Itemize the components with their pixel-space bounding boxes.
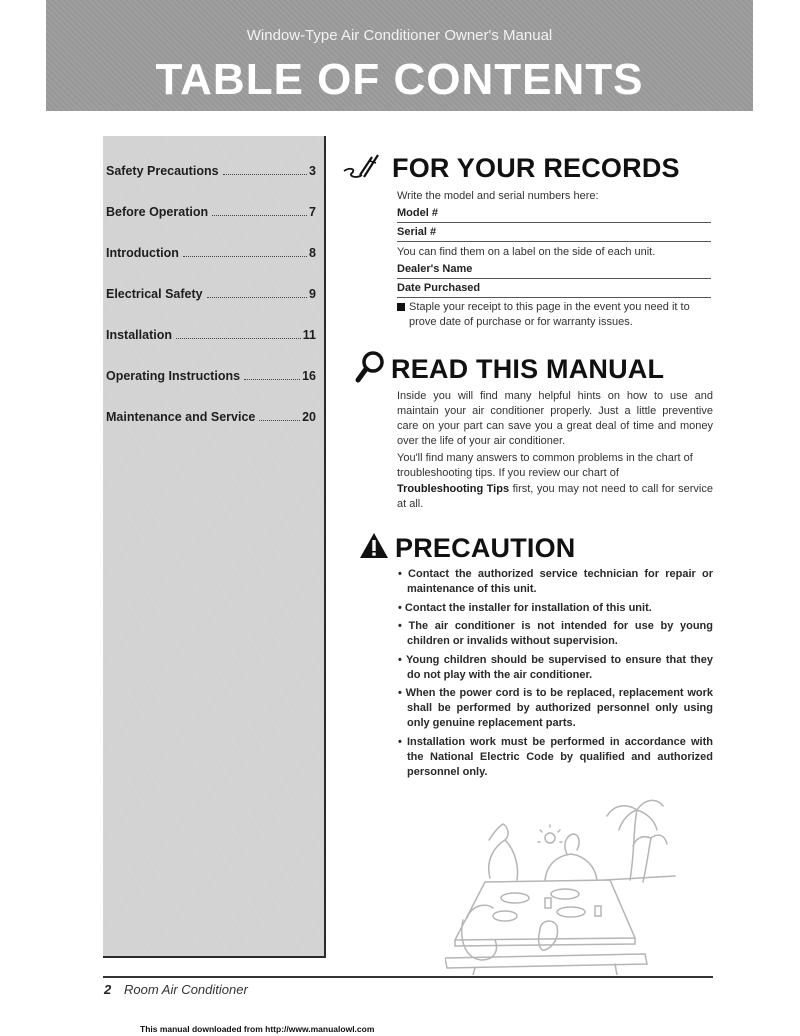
toc-label: Safety Precautions: [106, 164, 219, 178]
toc-leader-dots: [183, 256, 307, 257]
toc-item-electrical-safety[interactable]: [106, 287, 316, 301]
toc-item-introduction[interactable]: [106, 246, 316, 260]
toc-label: Operating Instructions: [106, 369, 241, 383]
records-intro: Write the model and serial numbers here:: [397, 190, 599, 202]
pen-icon: [342, 149, 386, 188]
header-banner: [46, 0, 753, 111]
date-purchased-field[interactable]: Date Purchased: [397, 280, 711, 298]
square-bullet-icon: [397, 303, 405, 311]
toc-leader-dots: [176, 338, 301, 339]
read-manual-para-2: You'll find many answers to common problems in the chart of troubleshooting tips. If you review our chart of: [397, 452, 693, 479]
records-title: FOR YOUR RECORDS: [392, 153, 680, 183]
toc-item-before-operation[interactable]: [106, 205, 316, 219]
page-title: TABLE OF CONTENTS: [155, 55, 644, 104]
toc-sidebar: [103, 136, 326, 958]
toc-leader-dots: [207, 297, 307, 298]
read-manual-para-1: Inside you will find many helpful hints on how to use and maintain your air conditioner properly. Just a little preventive care on your part can save you a great deal of time and money over the life of your air conditioner.: [397, 390, 713, 447]
serial-number-field[interactable]: Serial #: [397, 224, 711, 242]
precaution-item: • Young children should be supervised to ensure that they do not play with the air conditioner.: [398, 653, 713, 681]
toc-label: Electrical Safety: [106, 287, 203, 301]
toc-leader-dots: [212, 215, 307, 216]
label-location-note: You can find them on a label on the side of each unit.: [397, 246, 656, 258]
dealer-name-field[interactable]: Dealer's Name: [397, 261, 711, 279]
toc-item-maintenance-and-service[interactable]: [106, 410, 316, 424]
toc-label: Installation: [106, 328, 172, 342]
picnic-illustration: [445, 790, 735, 975]
staple-receipt-note: [397, 300, 713, 330]
toc-page: 8: [309, 246, 316, 260]
toc-page: 7: [309, 205, 316, 219]
toc-page: 9: [309, 287, 316, 301]
toc-leader-dots: [244, 379, 300, 380]
precaution-item: • Installation work must be performed in accordance with the National Electric Code by qualified and authorized personnel only.: [398, 735, 713, 778]
toc-page: 11: [302, 328, 316, 342]
toc-label: Maintenance and Service: [106, 410, 256, 424]
precaution-title: PRECAUTION: [395, 533, 576, 563]
toc-item-installation[interactable]: [106, 328, 316, 342]
records-heading: [342, 149, 680, 188]
footer-page-number: 2: [104, 982, 112, 997]
precaution-item: • When the power cord is to be replaced, replacement work shall be performed by authorized personnel only using only genuine replacement parts.: [398, 687, 713, 729]
download-source-note: This manual downloaded from http://www.manualowl.com: [140, 1024, 375, 1034]
model-number-field[interactable]: Model #: [397, 205, 711, 223]
toc-page: 3: [309, 164, 316, 178]
toc-leader-dots: [223, 174, 308, 175]
toc-page: 20: [302, 410, 316, 424]
footer-title: Room Air Conditioner: [124, 982, 248, 997]
toc-label: Introduction: [106, 246, 179, 260]
precaution-item: • The air conditioner is not intended for use by young children or invalids without supervision.: [398, 620, 713, 647]
toc-leader-dots: [259, 420, 300, 421]
toc-item-operating-instructions[interactable]: [106, 369, 316, 383]
toc-item-safety-precautions[interactable]: [106, 164, 316, 178]
read-manual-para-3-rest: first, you may not need to call for service at all.: [397, 483, 713, 510]
read-manual-heading: [355, 350, 664, 389]
manual-subtitle: Window-Type Air Conditioner Owner's Manual: [246, 27, 553, 44]
precaution-list: [398, 567, 713, 783]
staple-note-text: Staple your receipt to this page in the event you need it to prove date of purchase or for warranty issues.: [409, 301, 690, 328]
troubleshooting-tips-emphasis: Troubleshooting Tips: [397, 483, 510, 495]
magnifier-icon: [355, 350, 385, 389]
precaution-heading: [359, 532, 576, 565]
read-manual-title: READ THIS MANUAL: [391, 354, 665, 384]
precaution-item: • Contact the authorized service technician for repair or maintenance of this unit.: [398, 568, 713, 595]
toc-page: 16: [302, 369, 316, 383]
footer-divider: [103, 976, 713, 978]
warning-triangle-icon: [359, 532, 389, 565]
precaution-item: • Contact the installer for installation of this unit.: [398, 601, 652, 614]
read-manual-para-3: [397, 482, 713, 512]
toc-label: Before Operation: [106, 205, 209, 219]
